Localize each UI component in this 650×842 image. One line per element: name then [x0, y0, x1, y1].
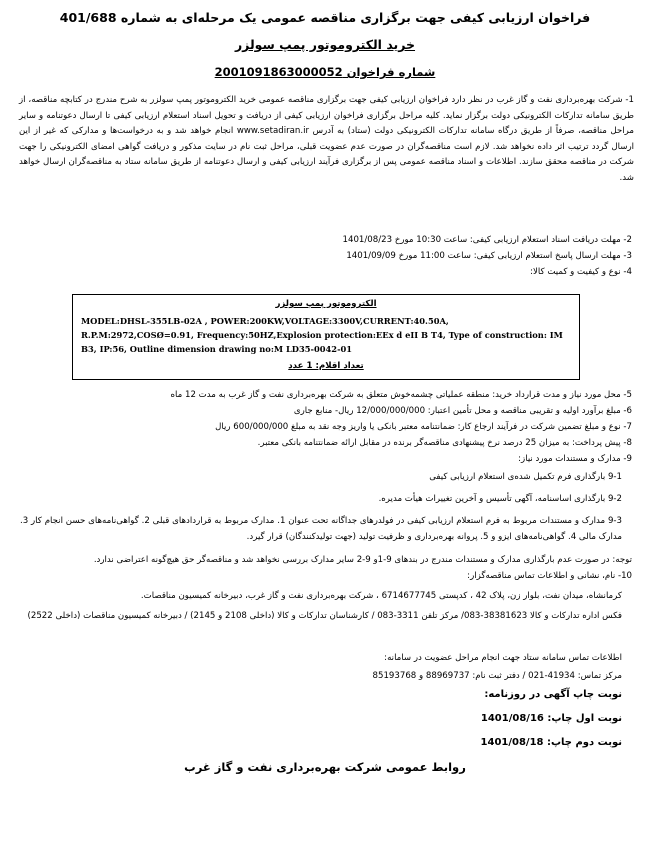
- seta-info-text: اطلاعات تماس سامانه ستاد جهت انجام مراحل عضویت در سامانه:: [384, 653, 622, 663]
- item-4-goods-header: 4- نوع و کیفیت و کمیت کالا:: [530, 267, 632, 277]
- item-9-documents: 9- مدارک و مستندات مورد نیاز:: [518, 454, 632, 464]
- item-3-deadline-response: 3- مهلت ارسال پاسخ استعلام ارزیابی کیفی: ساعت 11:00 مورخ 1401/09/09: [346, 251, 632, 261]
- goods-spec-box: [72, 294, 580, 380]
- section-1-paragraph: 1- شرکت بهره‌برداری نفت و گاز غرب در نظر دارد فراخوان ارزیابی کیفی جهت برگزاری مناقصه عمومی خرید الکتروموتور پمپ سولزر به شرح مندرج در کتابچه مناقصه، از طریق سامانه تدارکات الکترونیکی دولت برگزار نماید. کلیه مراحل برگزاری فراخوان ارزیابی کیفی از دریافت و تحویل اسناد استعلام ارزیابی کیفی تا ارسال دعوتنامه و سایر مراحل مناقصه، صرفاً از طریق درگاه سامانه تدارکات الکترونیکی دولت (ستاد) به آدرس www.setadiran.ir انجام خواهد شد و به درخواست‌ها و مدارکی که غیر از این ارسال گردد ترتیب اثر داده نخواهد شد. لازم است مناقصه‌گران در صورت عدم عضویت قبلی، مراحل ثبت نام در سایت مذکور و دریافت گواهی امضای الکترونیکی را جهت شرکت در مناقصه محقق سازند. اطلاعات و اسناد مناقصه عمومی پس از برگزاری فرآیند ارزیابی کیفی و ارسال دعوتنامه از طریق سامانه ستاد به مناقصه‌گران ارسال خواهد شد.: [19, 95, 634, 183]
- call-number: شماره فراخوان 2001091863000052: [214, 65, 436, 79]
- sub-item-9-3: 9-3 مدارک و مستندات مربوط به فرم استعلام ارزیابی کیفی در فولدرهای جداگانه تحت عنوان 1. مدارک مربوط به قراردادهای قبلی 2. گواهی‌نامه‌های حسن انجام کار 3. مدارک مالی 4. گواهی‌نامه‌های ایزو و 5. پروانه بهره‌برداری و ظرفیت تولید (جهت تولیدکنندگان) قرار گیرد.: [20, 516, 622, 542]
- item-5-location: 5- محل مورد نیاز و مدت قرارداد خرید: منطقه عملیاتی چشمه‌خوش متعلق به شرکت بهره‌برداری نفت و گاز غرب به مدت 12 ماه: [170, 390, 632, 400]
- spec-line: B3, IP:56, Outline dimension drawing no:M LD35-0042-01: [81, 344, 353, 354]
- sub-item-9-1: 9-1 بارگذاری فرم تکمیل شده‌ی استعلام ارزیابی کیفی: [429, 472, 622, 482]
- notice-title: فراخوان ارزیابی کیفی جهت برگزاری مناقصه عمومی یک مرحله‌ای به شماره 401/688: [59, 10, 591, 25]
- print-first-date: نوبت اول چاپ: 1401/08/16: [480, 713, 622, 724]
- item-8-prepayment: 8- پیش پرداخت: به میزان 25 درصد نرخ پیشنهادی مناقصه‌گر برنده در مقابل ارائه ضمانتنامه بانکی معتبر.: [257, 438, 632, 448]
- goods-count: تعداد اقلام: 1 عدد: [288, 361, 364, 371]
- item-10-contact: 10- نام، نشانی و اطلاعات تماس مناقصه‌گزار:: [467, 571, 632, 581]
- footer-signature: روابط عمومی شرکت بهره‌برداری نفت و گاز غرب: [184, 760, 466, 774]
- goods-title: الکتروموتور پمپ سولزر: [275, 299, 377, 309]
- spec-line: MODEL:DHSL-355LB-02A , POWER:200KW,VOLTAGE:3300V,CURRENT:40.50A,: [81, 316, 449, 326]
- address-text: کرمانشاه، میدان نفت، بلوار زن، پلاک 42 ، کدپستی 6714677745 ، شرکت بهره‌برداری نفت و گاز غرب، دبیرخانه کمیسیون مناقصات.: [140, 591, 622, 601]
- item-7-guarantee: 7- نوع و مبلغ تضمین شرکت در فرآیند ارجاع کار: ضمانتنامه معتبر بانکی یا واریز وجه نقد به مبلغ 600/000/000 ریال: [215, 422, 632, 432]
- sub-item-9-2: 9-2 بارگذاری اساسنامه، آگهی تأسیس و آخرین تغییرات هیأت مدیره.: [378, 494, 622, 504]
- note-text: توجه: در صورت عدم بارگذاری مدارک و مستندات مندرج در بندهای 9-1و 9-2 سایر مدارک بررسی نخواهد شد و مناقصه‌گر حق هیچ‌گونه اعتراضی ندارد.: [93, 555, 632, 565]
- print-second-date: نوبت دوم چاپ: 1401/08/18: [480, 737, 622, 748]
- fax-text: فکس اداره تدارکات و کالا 38381623-083/ مرکز تلفن 3311-083 / کارشناسان تدارکات و کالا (داخلی 2108 و 2145) / دبیرخانه کمیسیون مناقصات (داخلی 2522): [27, 611, 622, 621]
- notice-subtitle: خرید الکتروموتور پمپ سولزر: [234, 37, 416, 52]
- contact-numbers: مرکز تماس: 41934-021 / دفتر ثبت نام: 88969737 و 85193768: [372, 671, 622, 681]
- spec-line: R.P.M:2972,COSØ=0.91, Frequency:50HZ,Explosion protection:EEx d eII B T4, Type of construction: IM: [81, 330, 563, 340]
- item-6-estimate: 6- مبلغ برآورد اولیه و تقریبی مناقصه و محل تأمین اعتبار: 12/000/000/000 ریال- منابع جاری: [293, 406, 632, 416]
- print-schedule-title: نوبت چاپ آگهی در روزنامه:: [484, 689, 622, 700]
- item-2-deadline-docs: 2- مهلت دریافت اسناد استعلام ارزیابی کیفی: ساعت 10:30 مورخ 1401/08/23: [342, 235, 632, 245]
